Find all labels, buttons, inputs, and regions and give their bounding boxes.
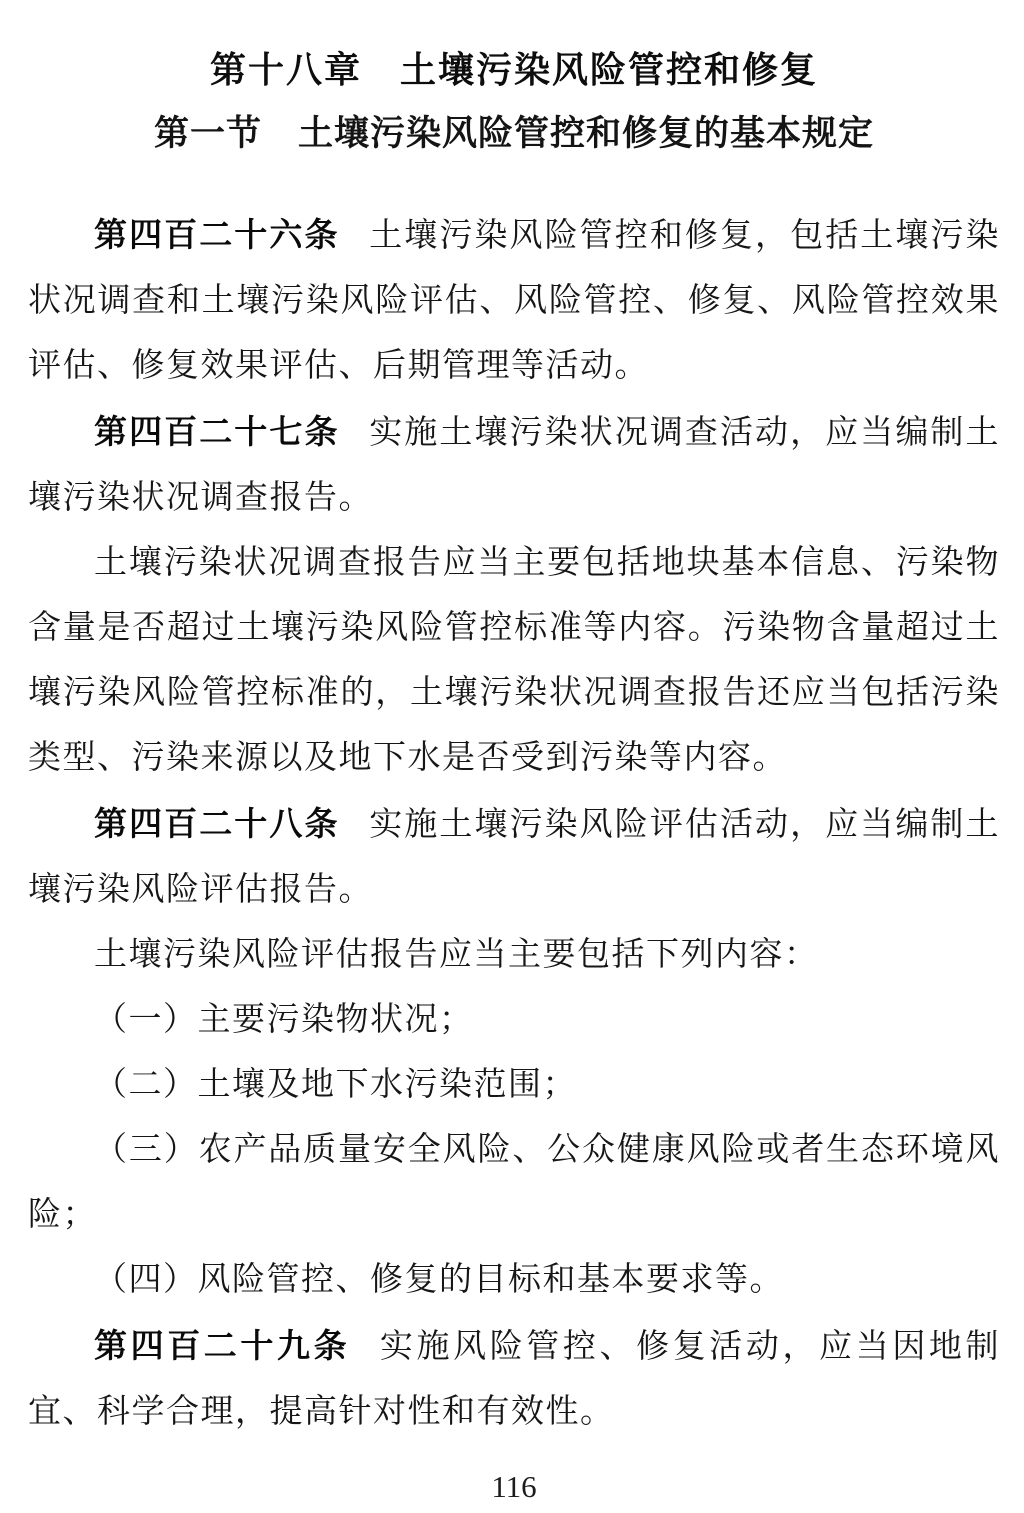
article-number-429: 第四百二十九条 — [94, 1327, 351, 1364]
article-paragraph-427 — [28, 399, 1000, 531]
list-item-1 — [28, 988, 1000, 1053]
article-number-426: 第四百二十六条 — [94, 216, 340, 253]
article-text: （三）农产品质量安全风险、公众健康风险或者生态环境风险； — [28, 1132, 1000, 1233]
article-text: 实施土壤污染状况调查活动，应当编制土壤污染状况调查报告。 — [28, 415, 1001, 516]
article-text: （二）土壤及地下水污染范围； — [94, 1067, 577, 1103]
chapter-title: 第十八章 土壤污染风险管控和修复 — [209, 49, 818, 90]
article-text: （四）风险管控、修复的目标和基本要求等。 — [94, 1262, 784, 1298]
article-text: （一）主要污染物状况； — [94, 1002, 474, 1038]
article-paragraph-427-cont — [28, 531, 1000, 791]
article-paragraph-428-intro — [28, 923, 1000, 988]
article-paragraph-428 — [28, 791, 1000, 923]
list-item-3 — [28, 1118, 1000, 1248]
list-item-4 — [28, 1248, 1000, 1313]
document-body — [28, 202, 1000, 1445]
article-paragraph-429 — [28, 1313, 1000, 1445]
article-text: 实施风险管控、修复活动，应当因地制宜、科学合理，提高针对性和有效性。 — [28, 1329, 1001, 1430]
section-title: 第一节 土壤污染风险管控和修复的基本规定 — [153, 114, 874, 153]
article-paragraph-426 — [28, 202, 1000, 399]
article-text: 土壤污染风险管控和修复，包括土壤污染状况调查和土壤污染风险评估、风险管控、修复、风险管控效果评估、修复效果评估、后期管理等活动。 — [28, 218, 1001, 384]
article-text: 实施土壤污染风险评估活动，应当编制土壤污染风险评估报告。 — [28, 807, 1001, 908]
article-number-428: 第四百二十八条 — [94, 805, 340, 842]
article-number-427: 第四百二十七条 — [94, 413, 340, 450]
article-text: 土壤污染风险评估报告应当主要包括下列内容： — [94, 937, 819, 973]
page-number: 116 — [491, 1469, 537, 1504]
article-text: 土壤污染状况调查报告应当主要包括地块基本信息、污染物含量是否超过土壤污染风险管控标准等内容。污染物含量超过土壤污染风险管控标准的，土壤污染状况调查报告还应当包括污染类型、污染来源以及地下水是否受到污染等内容。 — [28, 545, 1000, 776]
list-item-2 — [28, 1053, 1000, 1118]
